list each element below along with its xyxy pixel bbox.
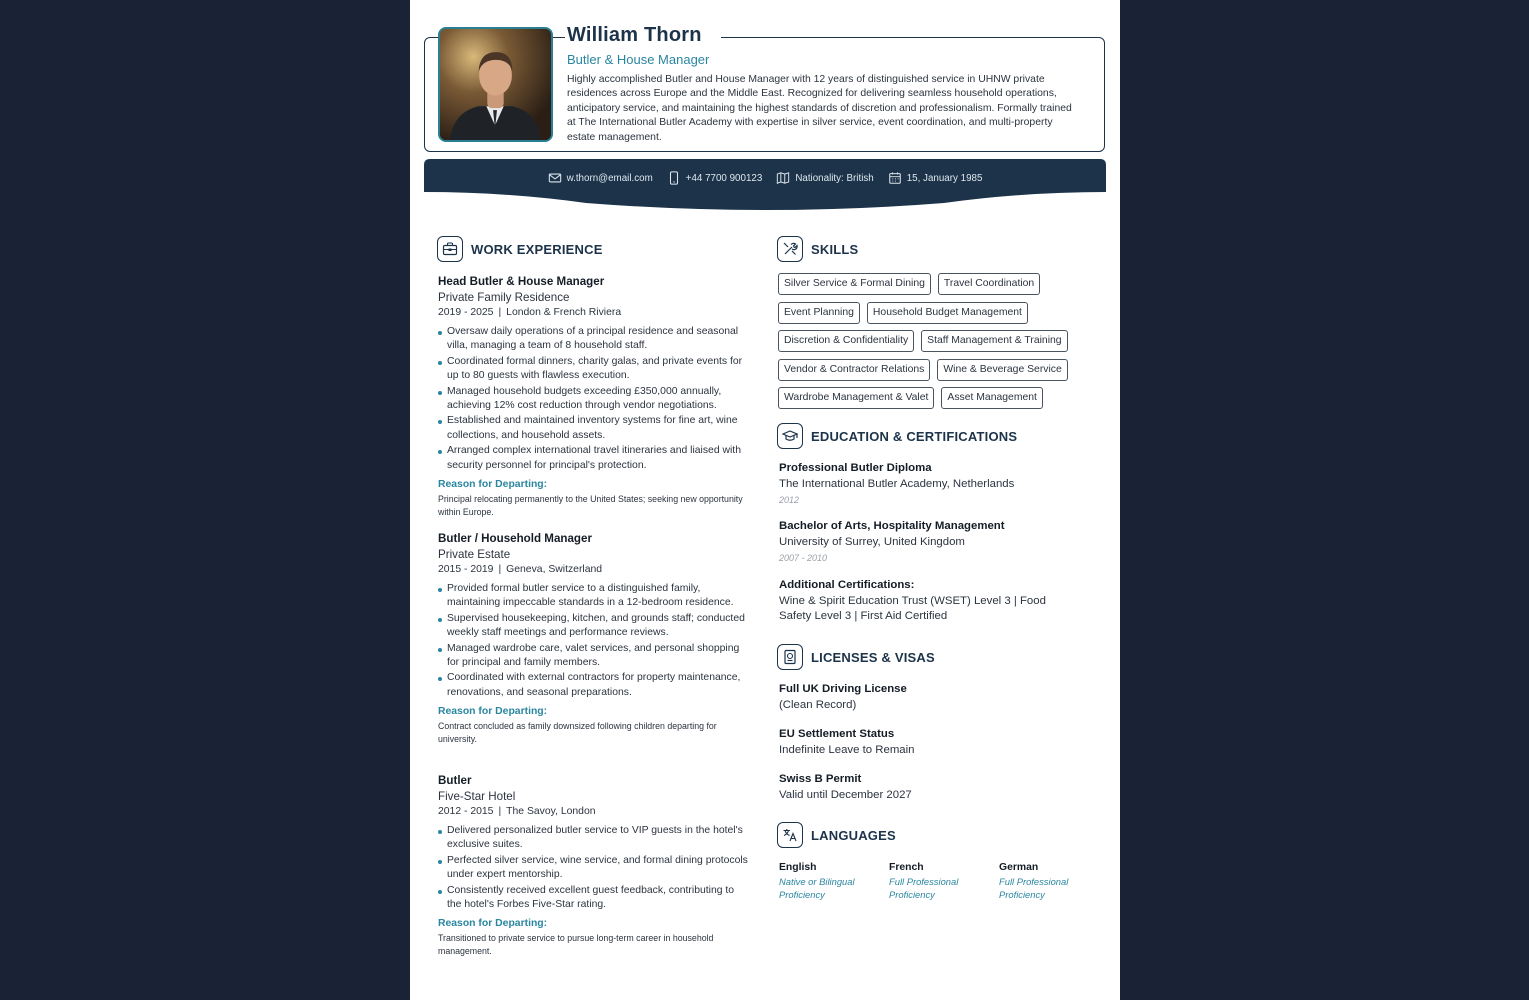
job-bullet: Managed wardrobe care, valet services, and personal shopping for principal and family members. (438, 642, 750, 671)
contact-nationality-text: Nationality: British (795, 172, 874, 184)
job-bullet: Established and maintained inventory systems for fine art, wine collections, and household assets. (438, 414, 750, 443)
license-entry (779, 683, 1099, 713)
job-bullet: Provided formal butler service to a distinguished family, maintaining impeccable standards in a 12-bedroom residence. (438, 582, 750, 611)
language-name: French (889, 862, 924, 873)
language-level: Native or Bilingual Proficiency (779, 876, 855, 900)
skill-chip: Wardrobe Management & Valet (778, 387, 934, 409)
license-title: EU Settlement Status (779, 728, 895, 740)
skill-chip: Vendor & Contractor Relations (778, 359, 930, 381)
language-item (999, 862, 1109, 901)
job-bullet: Supervised housekeeping, kitchen, and grounds staff; conducted weekly staff meetings and performance reviews. (438, 612, 750, 641)
education-institution: The International Butler Academy, Netherlands (779, 478, 1015, 490)
job-bullets (438, 325, 750, 473)
job-bullet: Consistently received excellent guest feedback, contributing to the hotel's Forbes Five-Star rating. (438, 884, 750, 913)
job-bullet: Coordinated formal dinners, charity galas, and private events for up to 80 guests with flawless execution. (438, 355, 750, 384)
job-company: Five-Star Hotel (438, 790, 516, 803)
skill-chip: Staff Management & Training (921, 330, 1067, 352)
education-year: 2012 (779, 495, 800, 505)
job-meta: 2015 - 2019 | Geneva, Switzerland (438, 564, 603, 575)
job-location: The Savoy, London (506, 806, 596, 817)
job-entry (438, 774, 750, 958)
map-icon (776, 171, 790, 185)
graduation-cap-icon (777, 423, 803, 449)
reason-label: Reason for Departing: (438, 706, 548, 718)
job-bullets (438, 582, 750, 700)
language-level: Full Professional Proficiency (889, 876, 959, 900)
skill-chip: Discretion & Confidentiality (778, 330, 914, 352)
skills-title: SKILLS (811, 241, 859, 257)
reason-text: Principal relocating permanently to the United States; seeking new opportunity within Europe. (438, 494, 743, 518)
contact-bar (424, 159, 1106, 211)
education-heading (777, 423, 1017, 449)
job-bullet: Managed household budgets exceeding £350,000 annually, achieving 12% cost reduction through vendor negotiations. (438, 385, 750, 414)
language-item (889, 862, 999, 901)
language-level: Full Professional Proficiency (999, 876, 1069, 900)
job-dates: 2015 - 2019 (438, 564, 494, 575)
translate-icon (777, 822, 803, 848)
language-name: German (999, 862, 1039, 873)
job-role: Butler (438, 774, 472, 787)
candidate-title: Butler & House Manager (567, 52, 710, 67)
license-detail: Indefinite Leave to Remain (779, 744, 915, 756)
job-entry (438, 275, 750, 519)
education-institution: University of Surrey, United Kingdom (779, 536, 965, 548)
reason-text: Contract concluded as family downsized following children departing for university. (438, 721, 717, 745)
job-entry (438, 532, 750, 746)
work-experience-heading (437, 236, 603, 262)
languages-list (779, 862, 1109, 901)
skill-chip: Travel Coordination (938, 273, 1040, 295)
education-entry (779, 462, 1099, 505)
education-title-text: Professional Butler Diploma (779, 462, 932, 474)
portrait-image (440, 29, 551, 140)
licenses-heading (777, 644, 935, 670)
certifications-list: Wine & Spirit Education Trust (WSET) Level 3 | Food Safety Level 3 | First Aid Certified (779, 595, 1046, 622)
reason-label: Reason for Departing: (438, 918, 548, 930)
contact-dob (888, 171, 983, 185)
contact-nationality (776, 171, 873, 185)
license-title: Swiss B Permit (779, 773, 862, 785)
job-bullets (438, 824, 750, 912)
license-detail: (Clean Record) (779, 699, 857, 711)
job-meta: 2019 - 2025 | London & French Riviera (438, 307, 622, 318)
certifications-title: Additional Certifications: (779, 579, 915, 591)
candidate-name: William Thorn (567, 24, 702, 46)
envelope-icon (548, 171, 562, 185)
skill-chip: Event Planning (778, 302, 860, 324)
passport-icon (777, 644, 803, 670)
contact-email-text: w.thorn@email.com (566, 172, 653, 184)
contact-phone-text: +44 7700 900123 (685, 172, 763, 184)
education-year: 2007 - 2010 (779, 553, 828, 563)
reason-text: Transitioned to private service to pursue long-term career in household management. (438, 933, 714, 957)
contact-phone[interactable] (667, 171, 763, 185)
education-title: EDUCATION & CERTIFICATIONS (811, 428, 1018, 444)
job-bullet: Arranged complex international travel itineraries and liaised with security personnel for principal's protection. (438, 444, 750, 473)
skills-list (778, 273, 1098, 409)
work-experience-title: WORK EXPERIENCE (471, 241, 603, 257)
skill-chip: Wine & Beverage Service (937, 359, 1067, 381)
phone-icon (667, 171, 681, 185)
job-meta: 2012 - 2015 | The Savoy, London (438, 806, 596, 817)
contact-dob-text: 15, January 1985 (906, 172, 983, 184)
job-dates: 2019 - 2025 (438, 307, 494, 318)
job-bullet: Coordinated with external contractors for property maintenance, renovations, and seasonal preparations. (438, 671, 750, 700)
job-bullet: Perfected silver service, wine service, and formal dining protocols under expert mentorship. (438, 854, 750, 883)
languages-title: LANGUAGES (811, 827, 896, 843)
skill-chip: Asset Management (941, 387, 1043, 409)
language-name: English (779, 862, 817, 873)
contact-email[interactable] (548, 171, 653, 185)
job-location: London & French Riviera (506, 307, 622, 318)
license-entry (779, 728, 1099, 758)
job-role: Head Butler & House Manager (438, 275, 605, 288)
licenses-title: LICENSES & VISAS (811, 649, 935, 665)
job-company: Private Estate (438, 548, 511, 561)
job-location: Geneva, Switzerland (506, 564, 603, 575)
education-title-text: Bachelor of Arts, Hospitality Management (779, 520, 1005, 532)
tools-icon (777, 236, 803, 262)
job-bullet: Oversaw daily operations of a principal residence and seasonal villa, managing a team of 8 household staff. (438, 325, 750, 354)
job-role: Butler / Household Manager (438, 532, 592, 545)
calendar-icon (888, 171, 902, 185)
license-detail: Valid until December 2027 (779, 789, 912, 801)
license-entry (779, 773, 1099, 803)
language-item (779, 862, 889, 901)
education-entry (779, 520, 1099, 563)
profile-summary: Highly accomplished Butler and House Manager with 12 years of distinguished service in UHNW private residences across Europe and the Middle East. Recognized for delivering seamless household operations, anticipatory service, and maintaining the highest standards of discretion and professionalism. Formally trained at The International Butler Academy with expertise in silver service, event coordination, and multi-property estate management. (567, 74, 1072, 143)
skills-heading (777, 236, 858, 262)
languages-heading (777, 822, 896, 848)
briefcase-icon (437, 236, 463, 262)
resume-page (410, 0, 1120, 1000)
profile-photo (438, 27, 553, 142)
job-bullet: Delivered personalized butler service to VIP guests in the hotel's exclusive suites. (438, 824, 750, 853)
reason-label: Reason for Departing: (438, 479, 548, 491)
job-dates: 2012 - 2015 (438, 806, 494, 817)
license-title: Full UK Driving License (779, 683, 907, 695)
certifications-entry (779, 579, 1079, 624)
skill-chip: Household Budget Management (867, 302, 1028, 324)
job-company: Private Family Residence (438, 291, 570, 304)
skill-chip: Silver Service & Formal Dining (778, 273, 931, 295)
